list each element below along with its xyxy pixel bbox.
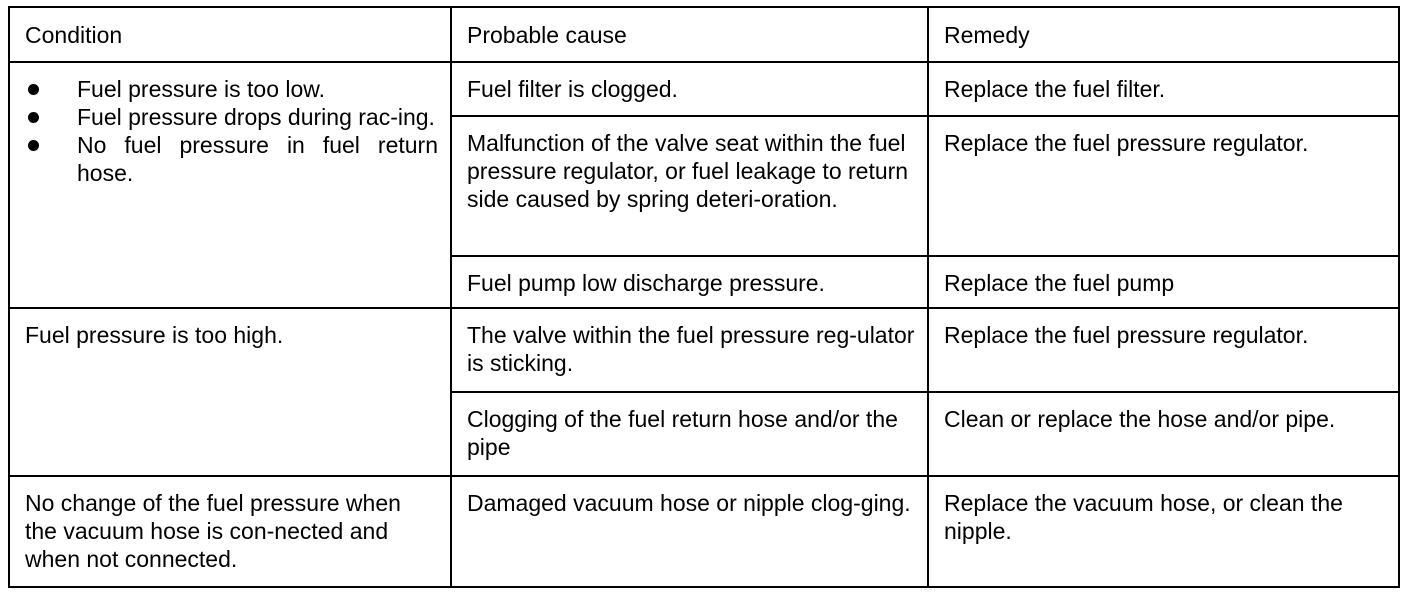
condition-cell-vacuum: No change of the fuel pressure when the vacuum hose is con-nected and when not connected. (9, 476, 451, 587)
cause-cell: Fuel filter is clogged. (451, 62, 928, 116)
condition-text: Fuel pressure is too low. (77, 76, 326, 102)
list-item (25, 131, 438, 187)
cause-cell: Clogging of the fuel return hose and/or the pipe (451, 392, 928, 476)
table-row (9, 308, 1399, 392)
remedy-cell: Replace the fuel filter. (928, 62, 1399, 116)
remedy-cell: Replace the vacuum hose, or clean the nipple. (928, 476, 1399, 587)
condition-text: No fuel pressure in fuel return hose. (77, 132, 438, 186)
table-row (9, 62, 1399, 116)
condition-text: Fuel pressure drops during rac-ing. (77, 104, 435, 130)
remedy-cell: Replace the fuel pressure regulator. (928, 116, 1399, 256)
table-row (9, 476, 1399, 587)
list-item (25, 103, 438, 131)
cause-cell: The valve within the fuel pressure reg-ulator is sticking. (451, 308, 928, 392)
remedy-cell: Replace the fuel pressure regulator. (928, 308, 1399, 392)
list-item (25, 75, 438, 103)
remedy-cell: Clean or replace the hose and/or pipe. (928, 392, 1399, 476)
condition-header: Condition (9, 7, 451, 62)
condition-bullet-list (25, 75, 438, 187)
cause-cell: Damaged vacuum hose or nipple clog-ging. (451, 476, 928, 587)
bullet-icon (28, 112, 39, 123)
cause-cell: Malfunction of the valve seat within the fuel pressure regulator, or fuel leakage to return side caused by spring deteri-oration. (451, 116, 928, 256)
cause-cell: Fuel pump low discharge pressure. (451, 256, 928, 308)
troubleshooting-table (8, 6, 1400, 588)
condition-cell-low-pressure (9, 62, 451, 308)
cause-header: Probable cause (451, 7, 928, 62)
remedy-cell: Replace the fuel pump (928, 256, 1399, 308)
bullet-icon (28, 140, 39, 151)
condition-cell-high-pressure: Fuel pressure is too high. (9, 308, 451, 476)
header-row (9, 7, 1399, 62)
bullet-icon (28, 84, 39, 95)
remedy-header: Remedy (928, 7, 1399, 62)
